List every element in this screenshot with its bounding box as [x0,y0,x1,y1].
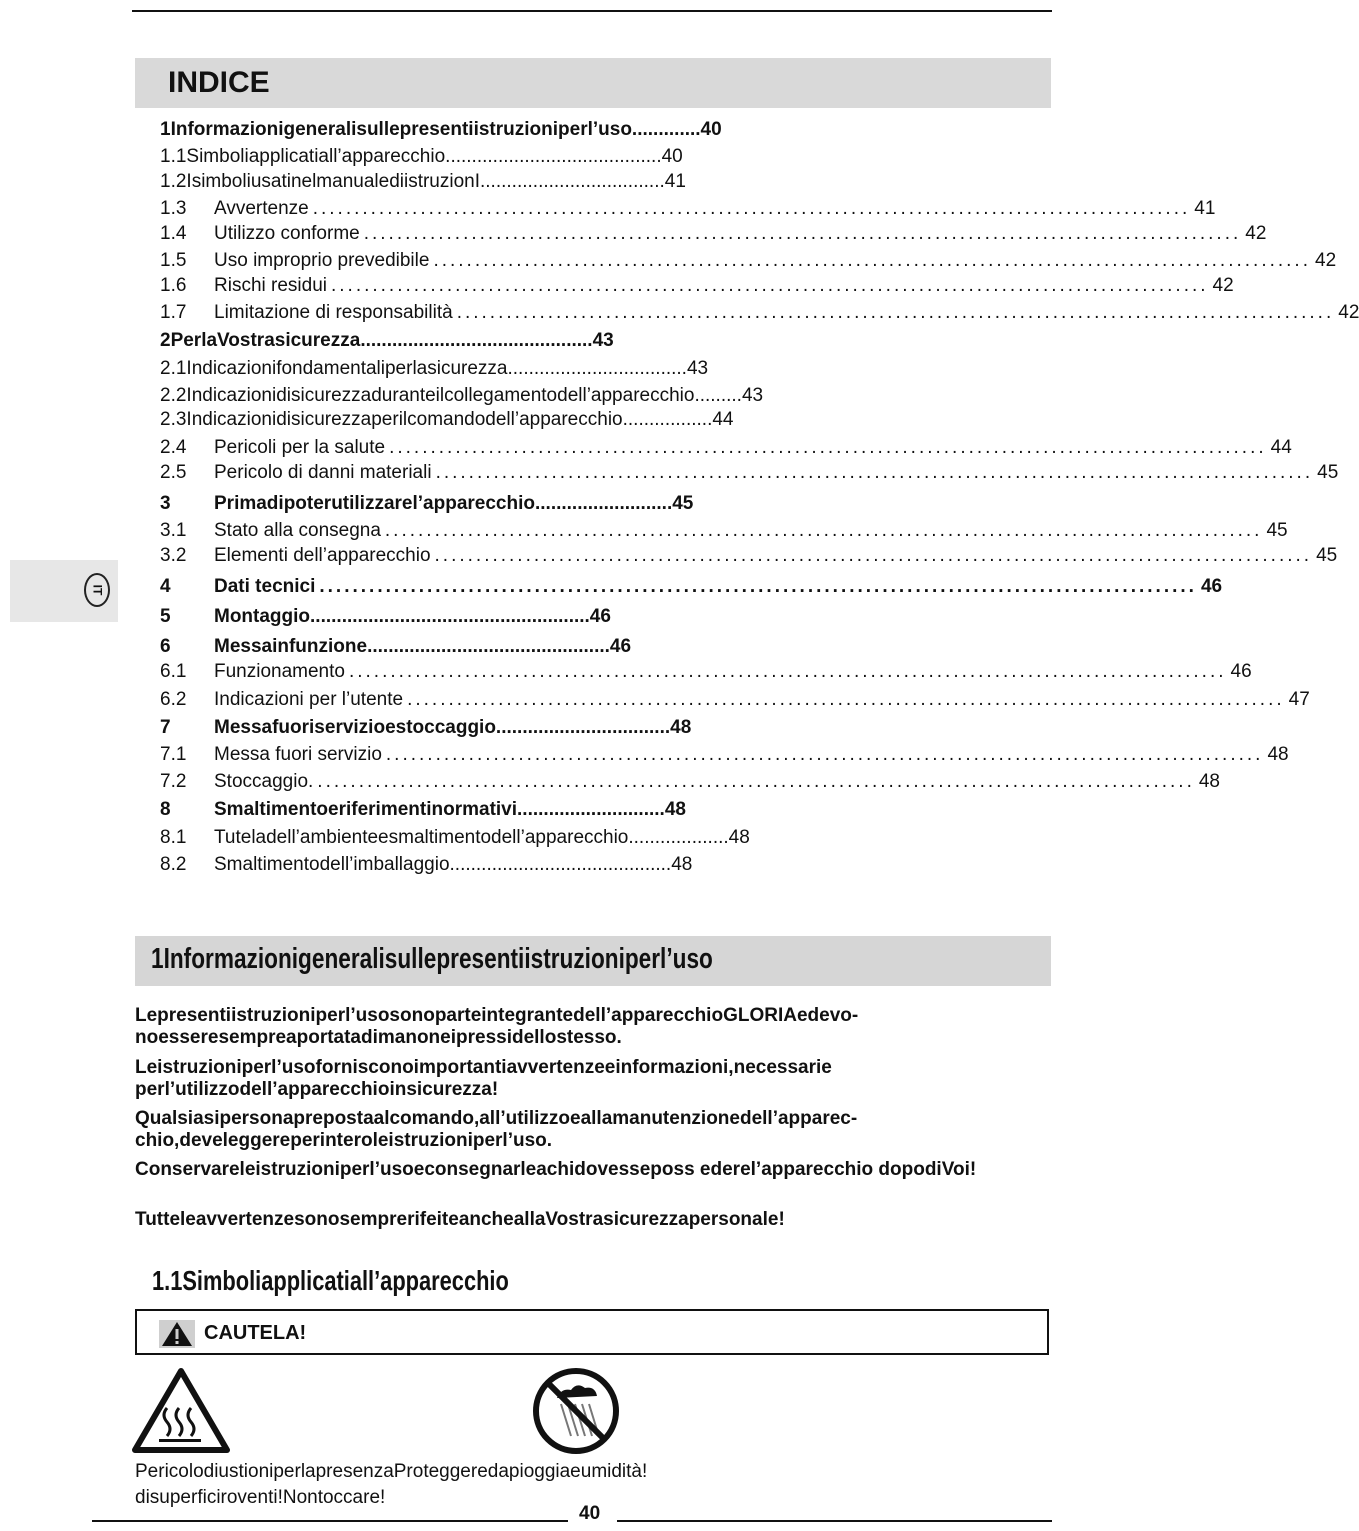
symbol-caption-line: PericolodiustioniperlapresenzaProteggeredapioggiaeumidità! [135,1461,648,1482]
toc-entry[interactable]: 1.1Simboliapplicatiall’apparecchio.........................................40 [160,146,683,167]
caution-label: CAUTELA! [204,1322,307,1344]
toc-entry[interactable]: 2.2Indicazionidisicurezzaduranteilcollegamentodell’apparecchio.........43 [160,385,764,406]
toc-entry[interactable]: 6.1 Funzionamento .......................................................................................................... 46 [160,661,1252,682]
toc-entry[interactable]: 7.2 Stoccaggio. .......................................................................................................... 48 [160,771,1220,792]
toc-entry[interactable]: 8 Smaltimentoeriferimentinormativi............................48 [160,799,686,820]
toc-entry[interactable]: 6.2 Indicazioni per l’utente .......................................................................................................... 47 [160,689,1310,710]
toc-entry[interactable]: 5 Montaggio.....................................................46 [160,606,611,627]
toc-entry[interactable]: 6 Messainfunzione..............................................46 [160,636,632,657]
toc-entry[interactable]: 1.3 Avvertenze .......................................................................................................... 41 [160,198,1216,219]
footer-rule-left [92,1520,568,1522]
intro-paragraph: Leistruzioniperl’usofornisconoimportantiavvertenzeeinformazioni,necessarie perl’utilizzodell’apparecchioinsicurezza! [135,1057,832,1100]
toc-entry[interactable]: 7.1 Messa fuori servizio .......................................................................................................... 48 [160,744,1289,765]
section-1-banner [135,936,1051,986]
toc-entry[interactable]: 1.5 Uso improprio prevedibile .......................................................................................................... 42 [160,250,1337,271]
index-title: INDICE [168,66,270,99]
toc-entry[interactable]: 3 Primadipoterutilizzarel’apparecchio..........................45 [160,493,694,514]
hot-surface-icon [131,1366,231,1454]
language-tab [10,560,118,622]
language-badge [84,573,110,607]
toc-entry[interactable]: 1.7 Limitazione di responsabilità .......................................................................................................... 42 [160,302,1359,323]
page-number: 40 [579,1503,601,1524]
section-1-title: 1Informazionigeneralisullepresentiistruzioniperl’uso [151,943,713,975]
toc-entry[interactable]: 1.2IsimboliusatinelmanualediistruzionI...................................41 [160,171,686,192]
caution-box [135,1309,1049,1355]
toc-entry[interactable]: 3.2 Elementi dell’apparecchio .......................................................................................................... 45 [160,545,1338,566]
toc-entry[interactable]: 3.1 Stato alla consegna .......................................................................................................... 45 [160,520,1288,541]
toc-entry[interactable]: 8.1 Tuteladell’ambienteesmaltimentodell’apparecchio...................48 [160,827,750,848]
intro-paragraph: Qualsiasipersonaprepostaalcomando,all’utilizzoeallamanutenzionedell’apparec-chio,develeggereperinteroleistruzioniperl’uso. [135,1108,858,1151]
section-1-1-title: 1.1Simboliapplicatiall’apparecchio [152,1265,509,1296]
toc-entry[interactable]: 2.5 Pericolo di danni materiali .......................................................................................................... 45 [160,462,1339,483]
top-rule [132,10,1052,12]
toc-entry[interactable]: 2.4 Pericoli per la salute .......................................................................................................... 44 [160,437,1292,458]
toc-entry[interactable]: 7 Messafuoriservizioestoccaggio.................................48 [160,717,692,738]
footer-rule-right [617,1520,1052,1522]
toc-entry[interactable]: 2.1Indicazionifondamentaliperlasicurezza..................................43 [160,358,709,379]
index-banner [135,58,1051,108]
toc-entry[interactable]: 2.3Indicazionidisicurezzaperilcomandodell’apparecchio.................44 [160,409,734,430]
symbol-caption-line: disuperficiroventi!Nontoccare! [135,1487,386,1508]
toc-entry[interactable]: 2PerlaVostrasicurezza............................................43 [160,330,614,351]
warning-icon [159,1320,195,1348]
toc-entry[interactable]: 8.2 Smaltimentodell’imballaggio..........................................48 [160,854,693,875]
toc-entry[interactable]: 1Informazionigeneralisullepresentiistruzioniperl’uso.............40 [160,119,722,140]
protect-from-rain-icon [531,1366,621,1456]
toc-entry[interactable]: 1.6 Rischi residui .......................................................................................................... 42 [160,275,1234,296]
toc-entry[interactable]: 4 Dati tecnici .......................................................................................................... 46 [160,576,1223,597]
language-label: IT [89,584,104,596]
intro-paragraph: Conservareleistruzioniperl’usoeconsegnarleachidovesseposs ederel’apparecchio dopodiVoi! [135,1159,977,1180]
intro-paragraph: TutteleavvertenzesonosemprerifeiteancheallaVostrasicurezzapersonale! [135,1209,785,1230]
intro-paragraph: Lepresentiistruzioniperl’usosonoparteintegrantedell’apparecchioGLORIAedevo-noesseresempreaportatadimanoneipressidellostesso. [135,1005,859,1048]
toc-entry[interactable]: 1.4 Utilizzo conforme .......................................................................................................... 42 [160,223,1267,244]
